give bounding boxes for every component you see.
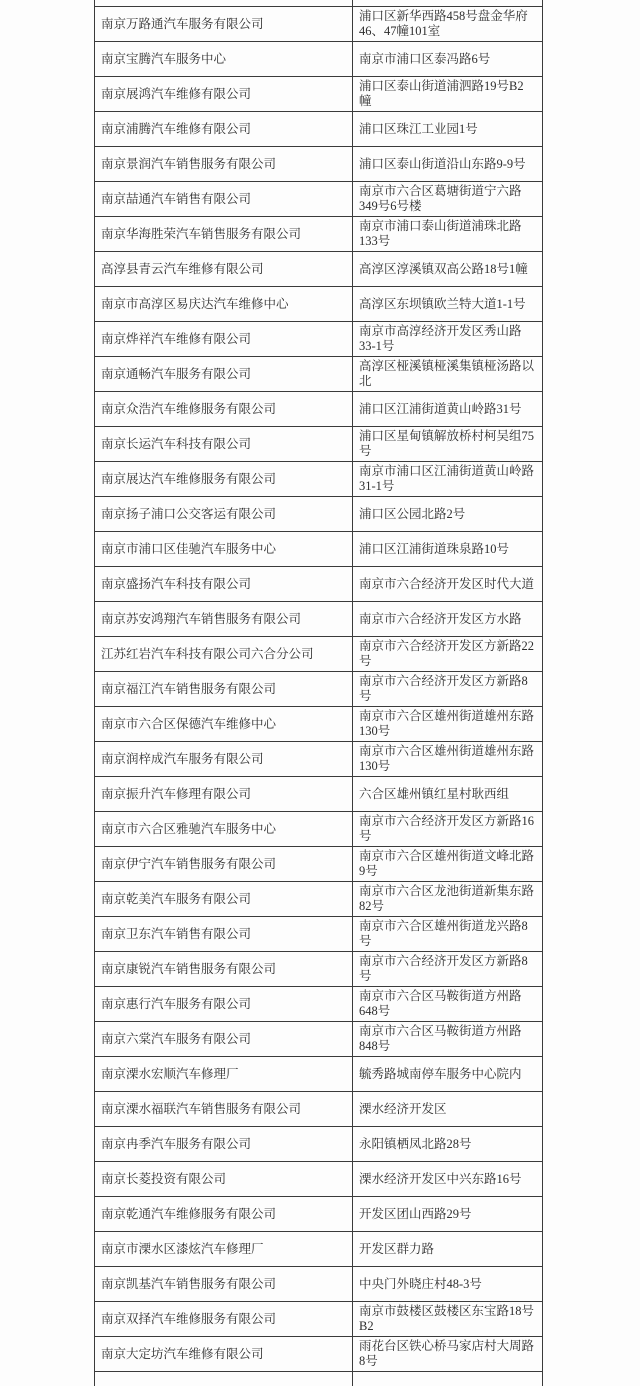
company-name-cell: 南京烨祥汽车维修有限公司 (95, 322, 353, 357)
company-name-cell: 南京伊宁汽车销售服务有限公司 (95, 847, 353, 882)
company-address-table (94, 0, 543, 1386)
company-name-cell: 高淳县青云汽车维修有限公司 (95, 252, 353, 287)
address-cell: 南京市高淳经济开发区秀山路33-1号 (353, 322, 543, 357)
company-name-cell: 南京福江汽车销售服务有限公司 (95, 672, 353, 707)
table-row (95, 952, 543, 987)
table-row (95, 882, 543, 917)
table-row (95, 532, 543, 567)
table-row (95, 182, 543, 217)
company-name-cell: 南京市浦口区佳驰汽车服务中心 (95, 532, 353, 567)
company-name-cell: 南京长运汽车科技有限公司 (95, 427, 353, 462)
address-cell: 南京市六合经济开发区方新路8号 (353, 672, 543, 707)
address-cell: 南京市六合经济开发区时代大道 (353, 567, 543, 602)
company-name-cell: 南京振升汽车修理有限公司 (95, 777, 353, 812)
company-name-cell: 南京六棠汽车服务有限公司 (95, 1022, 353, 1057)
address-cell: 溧水经济开发区 (353, 1092, 543, 1127)
company-name-cell: 南京宝腾汽车服务中心 (95, 42, 353, 77)
table-row (95, 357, 543, 392)
table-row (95, 602, 543, 637)
table-row (95, 812, 543, 847)
table-row (95, 252, 543, 287)
company-name-cell: 南京市六合区雅驰汽车服务中心 (95, 812, 353, 847)
table-row (95, 7, 543, 42)
table-row (95, 567, 543, 602)
table-row (95, 497, 543, 532)
company-name-cell: 南京苏安鸿翔汽车销售服务有限公司 (95, 602, 353, 637)
company-name-cell: 南京大定坊汽车维修有限公司 (95, 1337, 353, 1372)
company-name-cell: 南京卫东汽车销售有限公司 (95, 917, 353, 952)
table-row (95, 672, 543, 707)
document-table-container (94, 0, 543, 1386)
address-cell: 开发区团山西路29号 (353, 1197, 543, 1232)
company-name-cell: 南京喆通汽车销售有限公司 (95, 182, 353, 217)
table-row (95, 287, 543, 322)
table-row (95, 1267, 543, 1302)
address-cell: 六合区雄州镇红星村耿西组 (353, 777, 543, 812)
address-cell: 南京市六合经济开发区方新路16号 (353, 812, 543, 847)
address-cell: 高淳区东坝镇欧兰特大道1-1号 (353, 287, 543, 322)
table-row (95, 1197, 543, 1232)
address-cell: 南京市浦口泰山街道浦珠北路133号 (353, 217, 543, 252)
address-cell: 南京市六合区雄州街道龙兴路8号 (353, 917, 543, 952)
table-body (95, 0, 543, 1386)
address-cell: 南京市六合经济开发区方新路22号 (353, 637, 543, 672)
table-row (95, 1337, 543, 1372)
table-row (95, 1057, 543, 1092)
table-row (95, 112, 543, 147)
company-name-cell (95, 1372, 353, 1386)
company-name-cell: 南京万路通汽车服务有限公司 (95, 7, 353, 42)
table-row (95, 742, 543, 777)
company-name-cell: 南京众浩汽车维修服务有限公司 (95, 392, 353, 427)
partial-row-bottom (95, 1372, 543, 1386)
table-row (95, 637, 543, 672)
table-row (95, 1022, 543, 1057)
company-name-cell: 南京景润汽车销售服务有限公司 (95, 147, 353, 182)
address-cell: 南京市六合区马鞍街道方州路848号 (353, 1022, 543, 1057)
company-name-cell: 南京乾美汽车服务有限公司 (95, 882, 353, 917)
address-cell: 南京市六合区雄州街道雄州东路130号 (353, 742, 543, 777)
company-name-cell: 南京扬子浦口公交客运有限公司 (95, 497, 353, 532)
company-name-cell: 南京盛扬汽车科技有限公司 (95, 567, 353, 602)
company-name-cell: 南京华海胜荣汽车销售服务有限公司 (95, 217, 353, 252)
table-row (95, 847, 543, 882)
company-name-cell: 南京溧水宏顺汽车修理厂 (95, 1057, 353, 1092)
address-cell: 浦口区星甸镇解放桥村柯吴组75号 (353, 427, 543, 462)
company-name-cell: 南京浦腾汽车维修有限公司 (95, 112, 353, 147)
address-cell: 浦口区公园北路2号 (353, 497, 543, 532)
table-row (95, 987, 543, 1022)
address-cell: 雨花台区铁心桥马家店村大周路8号 (353, 1337, 543, 1372)
address-cell: 浦口区江浦街道珠泉路10号 (353, 532, 543, 567)
company-name-cell: 南京惠行汽车服务有限公司 (95, 987, 353, 1022)
table-row (95, 77, 543, 112)
table-row (95, 322, 543, 357)
table-row (95, 777, 543, 812)
company-name-cell: 南京康锐汽车销售服务有限公司 (95, 952, 353, 987)
company-name-cell: 南京展达汽车维修服务有限公司 (95, 462, 353, 497)
address-cell: 浦口区新华西路458号盘金华府46、47幢101室 (353, 7, 543, 42)
address-cell: 溧水经济开发区中兴东路16号 (353, 1162, 543, 1197)
address-cell: 毓秀路城南停车服务中心院内 (353, 1057, 543, 1092)
table-row (95, 707, 543, 742)
table-row (95, 392, 543, 427)
table-row (95, 1232, 543, 1267)
table-row (95, 217, 543, 252)
address-cell: 浦口区江浦街道黄山岭路31号 (353, 392, 543, 427)
address-cell: 南京市六合区马鞍街道方州路648号 (353, 987, 543, 1022)
company-name-cell: 南京凯基汽车销售服务有限公司 (95, 1267, 353, 1302)
company-name-cell: 南京长菱投资有限公司 (95, 1162, 353, 1197)
address-cell: 浦口区泰山街道沿山东路9-9号 (353, 147, 543, 182)
table-row (95, 427, 543, 462)
table-row (95, 462, 543, 497)
company-name-cell: 南京市高淳区易庆达汽车维修中心 (95, 287, 353, 322)
address-cell (353, 1372, 543, 1386)
address-cell: 高淳区淳溪镇双高公路18号1幢 (353, 252, 543, 287)
company-name-cell: 南京市六合区保德汽车维修中心 (95, 707, 353, 742)
address-cell: 南京市六合经济开发区方新路8号 (353, 952, 543, 987)
address-cell: 南京市六合区雄州街道文峰北路9号 (353, 847, 543, 882)
table-row (95, 1092, 543, 1127)
table-row (95, 1127, 543, 1162)
company-name-cell: 南京溧水福联汽车销售服务有限公司 (95, 1092, 353, 1127)
address-cell: 南京市六合经济开发区方水路 (353, 602, 543, 637)
address-cell: 浦口区泰山街道浦泗路19号B2幢 (353, 77, 543, 112)
table-row (95, 1162, 543, 1197)
address-cell: 南京市六合区龙池街道新集东路82号 (353, 882, 543, 917)
company-name-cell: 南京乾通汽车维修服务有限公司 (95, 1197, 353, 1232)
address-cell: 开发区群力路 (353, 1232, 543, 1267)
address-cell: 浦口区珠江工业园1号 (353, 112, 543, 147)
address-cell: 南京市六合区雄州街道雄州东路130号 (353, 707, 543, 742)
table-row (95, 1302, 543, 1337)
address-cell: 永阳镇栖凤北路28号 (353, 1127, 543, 1162)
company-name-cell: 江苏红岩汽车科技有限公司六合分公司 (95, 637, 353, 672)
address-cell: 南京市鼓楼区鼓楼区东宝路18号B2 (353, 1302, 543, 1337)
company-name-cell: 南京双择汽车维修服务有限公司 (95, 1302, 353, 1337)
company-name-cell: 南京冉季汽车服务有限公司 (95, 1127, 353, 1162)
table-row (95, 147, 543, 182)
table-row (95, 917, 543, 952)
address-cell: 南京市浦口区泰冯路6号 (353, 42, 543, 77)
table-row (95, 42, 543, 77)
address-cell: 中央门外晓庄村48-3号 (353, 1267, 543, 1302)
company-name-cell: 南京市溧水区漆炫汽车修理厂 (95, 1232, 353, 1267)
company-name-cell: 南京展鸿汽车维修有限公司 (95, 77, 353, 112)
company-name-cell: 南京通畅汽车服务有限公司 (95, 357, 353, 392)
address-cell: 南京市浦口区江浦街道黄山岭路31-1号 (353, 462, 543, 497)
address-cell: 南京市六合区葛塘街道宁六路349号6号楼 (353, 182, 543, 217)
company-name-cell: 南京润梓成汽车服务有限公司 (95, 742, 353, 777)
address-cell: 高淳区桠溪镇桠溪集镇桠汤路以北 (353, 357, 543, 392)
